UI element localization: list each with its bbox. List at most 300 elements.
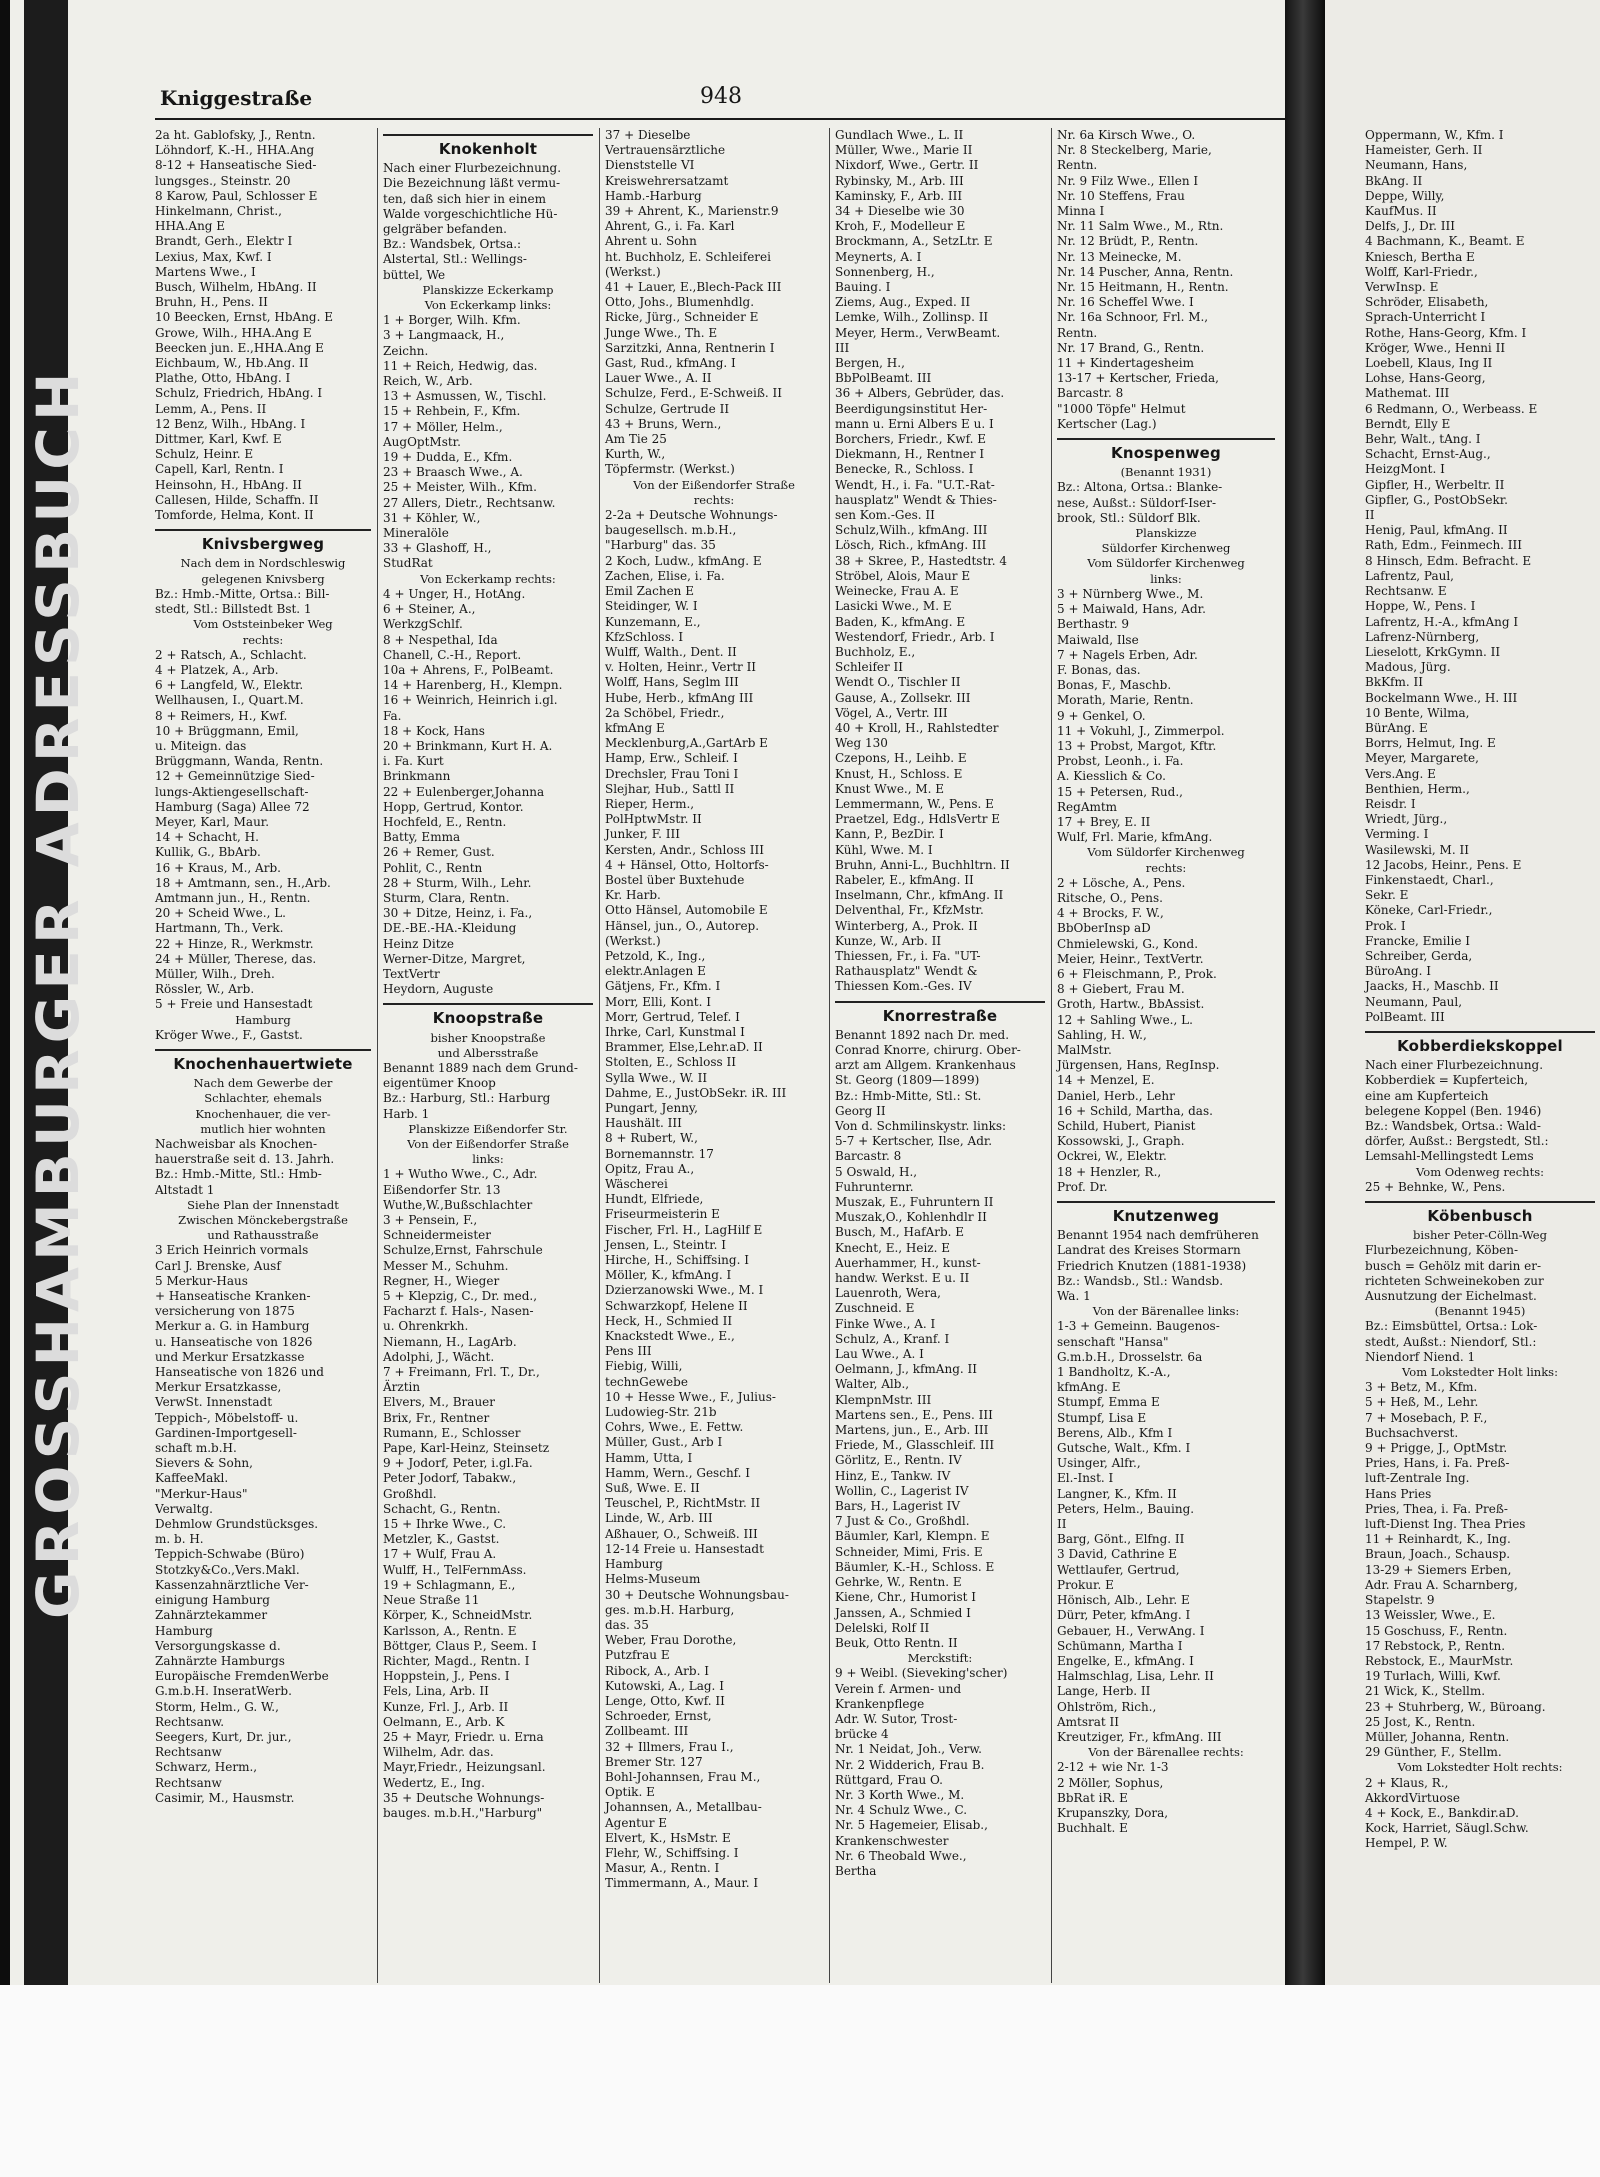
directory-entry: Görlitz, E., Rentn. IV (835, 1453, 962, 1468)
directory-entry: Muszak,O., Kohlenhdlr II (835, 1210, 987, 1225)
directory-entry: Schümann, Martha I (1057, 1638, 1183, 1653)
directory-entry: Wa. 1 (1057, 1289, 1091, 1304)
directory-entry: Brüggmann, Wanda, Rentn. (155, 754, 324, 769)
directory-entry: PolHptwMstr. II (605, 812, 702, 827)
directory-entry: Lau Wwe., A. I (835, 1347, 924, 1362)
directory-entry: Ausnutzung der Eichelmast. (1365, 1289, 1537, 1304)
directory-entry: Baden, K., kfmAng. E (835, 614, 966, 629)
street-note: Von der Eißendorfer Straße (407, 1137, 569, 1151)
directory-entry: Daniel, Herb., Lehr (1057, 1088, 1175, 1103)
directory-entry: Schild, Hubert, Pianist (1057, 1119, 1196, 1133)
directory-entry: 18 + Kock, Hans (383, 723, 485, 738)
directory-entry: Lohse, Hans-Georg, (1365, 371, 1486, 386)
directory-entry: Kock, Harriet, Säugl.Schw. (1365, 1821, 1529, 1836)
directory-entry: Thiessen, Fr., i. Fa. "UT- (835, 948, 981, 963)
directory-entry: ges. m.b.H. Harburg, (605, 1602, 735, 1617)
directory-entry: Rumann, E., Schlosser (383, 1425, 521, 1440)
directory-entry: Wulf, Frl. Marie, kfmAng. (1057, 830, 1213, 845)
directory-entry: Deppe, Willy, (1365, 188, 1445, 203)
directory-entry: Kniesch, Bertha E (1365, 249, 1475, 264)
directory-entry: 11 + Reinhardt, K., Ing. (1365, 1532, 1511, 1547)
directory-entry: Diekmann, H., Rentner I (835, 447, 985, 462)
street-note: Von der Bärenallee rechts: (1088, 1745, 1244, 1760)
directory-entry: Schulz, Friedrich, HbAng. I (155, 386, 323, 401)
directory-entry: Kann, P., BezDir. I (835, 827, 944, 842)
directory-entry: Kertscher (Lag.) (1057, 416, 1157, 431)
directory-entry: BkKfm. II (1365, 675, 1423, 690)
street-note: bisher Knoopstraße (430, 1030, 546, 1045)
directory-entry: 2 Möller, Sophus, (1057, 1775, 1164, 1790)
directory-entry: 37 + Dieselbe (605, 128, 691, 142)
directory-entry: stedt, Stl.: Billstedt Bst. 1 (155, 602, 312, 617)
directory-entry: Schulz, Heinr. E (155, 447, 254, 462)
directory-entry: Stotzky&Co.,Vers.Makl. (155, 1562, 300, 1577)
directory-entry: Hans Pries (1365, 1486, 1432, 1501)
directory-entry: m. b. H. (155, 1532, 204, 1547)
directory-entry: Agentur E (605, 1815, 668, 1830)
directory-entry: 13 + Asmussen, W., Tischl. (383, 389, 547, 404)
directory-entry: Müller, Johanna, Rentn. (1365, 1729, 1510, 1744)
street-note: rechts: (693, 492, 735, 507)
directory-entry: Rüttgard, Frau O. (835, 1772, 943, 1787)
street-note: Süldorfer Kirchenweg (1101, 541, 1231, 556)
directory-entry: Thiessen Kom.-Ges. IV (835, 979, 972, 994)
directory-entry: Walter, Alb., (835, 1377, 910, 1392)
directory-entry: Heck, H., Schmied II (605, 1313, 733, 1328)
directory-entry: Krankenpflege (835, 1696, 925, 1711)
directory-entry: Jaacks, H., Maschb. II (1365, 979, 1499, 994)
street-note: Planskizze (1135, 526, 1197, 541)
directory-entry: Minna I (1057, 204, 1105, 219)
directory-entry: KaufMus. II (1365, 204, 1437, 219)
directory-entry: Rentn. (1057, 158, 1098, 173)
directory-entry: Meyer, Karl, Maur. (155, 814, 270, 829)
directory-entry: 11 + Reich, Hedwig, das. (383, 358, 538, 373)
directory-entry: Fuhrunternr. (835, 1179, 914, 1194)
directory-entry: Nr. 4 Schulz Wwe., C. (835, 1803, 968, 1818)
directory-entry: Kassenzahnärztliche Ver- (155, 1577, 309, 1592)
directory-entry: Die Bezeichnung läßt vermu- (383, 176, 561, 191)
directory-column-1 (155, 128, 371, 1983)
directory-entry: Stapelstr. 9 (1365, 1593, 1435, 1608)
directory-entry: 8 + Reimers, H., Kwf. (155, 708, 288, 723)
directory-entry: Kröger Wwe., F., Gastst. (155, 1027, 303, 1042)
right-page (1325, 0, 1600, 1985)
directory-entry: 4 + Platzek, A., Arb. (155, 662, 279, 677)
directory-entry: belegene Koppel (Ben. 1946) (1365, 1103, 1542, 1118)
directory-entry: Fels, Lina, Arb. II (383, 1684, 489, 1699)
directory-entry: Junge Wwe., Th. E (605, 325, 718, 340)
directory-entry: 27 Allers, Dietr., Rechtsanw. (383, 495, 556, 510)
directory-entry: BbPolBeamt. III (835, 371, 932, 386)
directory-entry: Sturm, Clara, Rentn. (383, 890, 510, 905)
directory-entry: Benannt 1892 nach Dr. med. (835, 1027, 1010, 1042)
directory-entry: Zuschneid. E (835, 1301, 915, 1316)
directory-entry: Lieselott, KrkGymn. II (1365, 644, 1501, 659)
directory-entry: 14 + Schacht, H. (155, 830, 259, 845)
directory-entry: 3 + Langmaack, H., (383, 328, 505, 343)
directory-entry: 2a Schöbel, Friedr., (605, 705, 725, 720)
directory-entry: Berndt, Elly E (1365, 416, 1451, 431)
directory-entry: Niemann, H., LagArb. (383, 1334, 517, 1349)
directory-entry: KaffeeMakl. (155, 1471, 229, 1486)
directory-entry: Nr. 9 Filz Wwe., Ellen I (1057, 173, 1199, 188)
directory-entry: 14 + Harenberg, H., Klempn. (383, 678, 563, 693)
street-heading: Knivsbergweg (155, 529, 371, 552)
directory-entry: 18 + Henzler, R., (1057, 1164, 1162, 1179)
directory-entry: Schröder, Elisabeth, (1365, 295, 1489, 310)
directory-entry: Merkur a. G. in Hamburg (155, 1319, 310, 1334)
directory-entry: Kiene, Chr., Humorist I (835, 1590, 977, 1605)
directory-entry: 6 + Fleischmann, P., Prok. (1057, 966, 1217, 981)
directory-entry: Adr. Frau A. Scharnberg, (1365, 1577, 1518, 1592)
directory-entry: ten, daß sich hier in einem (383, 191, 546, 206)
directory-entry: 12 Jacobs, Heinr., Pens. E (1365, 857, 1522, 872)
directory-entry: Stolten, E., Schloss II (605, 1055, 736, 1070)
directory-entry: 33 + Glashoff, H., (383, 541, 492, 556)
directory-entry: 35 + Deutsche Wohnungs- (383, 1790, 545, 1805)
directory-entry: Morath, Marie, Rentn. (1057, 693, 1194, 708)
directory-entry: Finkenstaedt, Charl., (1365, 872, 1494, 887)
directory-entry: 2 Koch, Ludw., kfmAng. E (605, 553, 762, 568)
directory-entry: Benthien, Herm., (1365, 781, 1470, 796)
directory-entry: Zollbeamt. III (605, 1724, 689, 1739)
street-heading: Knutzenweg (1057, 1201, 1275, 1224)
directory-entry: 8 + Rubert, W., (605, 1131, 698, 1146)
directory-entry: Metzler, K., Gastst. (383, 1532, 500, 1547)
street-note: Vom Lokstedter Holt links: (1402, 1365, 1558, 1380)
directory-entry: Köneke, Carl-Friedr., (1365, 903, 1493, 918)
directory-entry: "Harburg" das. 35 (605, 538, 716, 553)
directory-entry: Regner, H., Wieger (383, 1273, 500, 1288)
directory-entry: büttel, We (383, 267, 446, 282)
street-note: Nach dem Gewerbe der (193, 1076, 333, 1091)
directory-entry: Carl J. Brenske, Ausf (155, 1258, 281, 1273)
directory-entry: 5-7 + Kertscher, Ilse, Adr. (835, 1134, 993, 1149)
directory-entry: Bars, H., Lagerist IV (835, 1499, 961, 1514)
directory-entry: Kroh, F., Modelleur E (835, 219, 966, 234)
directory-entry: Zahnärzte Hamburgs (155, 1653, 285, 1668)
directory-entry: Busch, M., HafArb. E (835, 1225, 965, 1240)
page-number: 948 (700, 84, 742, 109)
directory-entry: Oelmann, E., Arb. K (383, 1714, 505, 1729)
directory-entry: Schneidermeister (383, 1228, 491, 1243)
directory-entry: Johannsen, A., Metallbau- (605, 1800, 762, 1815)
directory-entry: Lenge, Otto, Kwf. II (605, 1693, 725, 1708)
directory-entry: Alstertal, Stl.: Wellings- (383, 252, 527, 267)
directory-entry: Barcastr. 8 (1057, 386, 1124, 401)
directory-entry: KlempnMstr. III (835, 1392, 932, 1407)
directory-entry: lungsges., Steinstr. 20 (155, 173, 291, 188)
directory-entry: Bornemannstr. 17 (605, 1146, 714, 1161)
directory-entry: mann u. Erni Albers E u. I (835, 416, 994, 431)
directory-entry: Rechtsanw (155, 1775, 222, 1790)
directory-entry: 31 + Köhler, W., (383, 510, 481, 525)
directory-entry: BüroAng. I (1365, 964, 1431, 979)
directory-entry: Halmschlag, Lisa, Lehr. II (1057, 1669, 1214, 1684)
directory-entry: sen Kom.-Ges. II (835, 508, 935, 523)
directory-entry: Casimir, M., Hausmstr. (155, 1790, 295, 1805)
street-note: (Benannt 1931) (1120, 465, 1212, 480)
directory-entry: Junker, F. III (605, 827, 680, 842)
street-note: Vom Lokstedter Holt rechts: (1397, 1760, 1563, 1775)
directory-entry: 8 Karow, Paul, Schlosser E (155, 188, 318, 203)
directory-entry: II (1057, 1517, 1067, 1532)
directory-entry: Kutowski, A., Lag. I (605, 1678, 724, 1693)
directory-entry: Lemm, A., Pens. II (155, 401, 267, 416)
directory-entry: Messer M., Schuhm. (383, 1258, 509, 1273)
directory-entry: Pape, Karl-Heinz, Steinsetz (383, 1441, 550, 1456)
directory-entry: 1 + Borger, Wilh. Kfm. (383, 313, 521, 328)
directory-entry: 4 + Kock, E., Bankdir.aD. (1365, 1805, 1519, 1820)
directory-entry: Wollin, C., Lagerist IV (835, 1483, 969, 1498)
directory-entry: brook, Stl.: Süldorf Blk. (1057, 510, 1201, 525)
directory-entry: Rössler, W., Arb. (155, 982, 255, 997)
street-note: bisher Peter-Cölln-Weg (1413, 1228, 1547, 1243)
directory-entry: Eichbaum, W., Hb.Ang. II (155, 356, 309, 371)
directory-entry: Rechtsanw. (155, 1714, 225, 1729)
directory-entry: Rabeler, E., kfmAng. II (835, 872, 974, 887)
directory-entry: TextVertr (383, 966, 440, 981)
directory-entry: Schulz,Wilh., kfmAng. III (835, 523, 988, 538)
directory-entry: bauges. m.b.H.,"Harburg" (383, 1805, 543, 1820)
directory-entry: Heydorn, Auguste (383, 982, 494, 997)
directory-entry: i. Fa. Kurt (383, 754, 444, 769)
directory-entry: Facharzt f. Hals-, Nasen- (383, 1304, 534, 1319)
street-note: links: (1150, 571, 1182, 586)
directory-entry: Czepons, H., Leihb. E (835, 751, 967, 766)
directory-entry: Linde, W., Arb. III (605, 1511, 713, 1526)
directory-entry: 20 + Brinkmann, Kurt H. A. (383, 738, 553, 753)
directory-entry: nese, Außst.: Süldorf-Iser- (1057, 495, 1217, 510)
directory-entry: hauerstraße seit d. 13. Jahrh. (155, 1152, 335, 1167)
directory-entry: Engelke, E., kfmAng. I (1057, 1653, 1194, 1668)
directory-entry: Kobberdiek = Kupferteich, (1365, 1073, 1529, 1088)
directory-entry: 25 + Meister, Wilh., Kfm. (383, 480, 537, 495)
directory-entry: Gundlach Wwe., L. II (835, 128, 964, 142)
directory-entry: Sievers & Sohn, (155, 1456, 253, 1471)
directory-entry: 17 + Brey, E. II (1057, 814, 1151, 829)
directory-entry: luft-Dienst Ing. Thea Pries (1365, 1517, 1526, 1532)
directory-entry: Nr. 12 Brüdt, P., Rentn. (1057, 234, 1199, 249)
directory-entry: Ricke, Jürg., Schneider E (605, 310, 759, 325)
directory-entry: 6 + Langfeld, W., Elektr. (155, 678, 304, 693)
directory-entry: Hamb.-Harburg (605, 188, 702, 203)
directory-entry: Kurth, W., (605, 447, 666, 462)
directory-entry: Bz.: Hmb-Mitte, Stl.: St. (835, 1088, 982, 1103)
directory-entry: Wolff, Karl-Friedr., (1365, 264, 1478, 279)
directory-column-3 (605, 128, 823, 1983)
directory-entry: 6 Redmann, O., Werbeass. E (1365, 401, 1538, 416)
directory-entry: 9 + Genkel, O. (1057, 708, 1146, 723)
directory-entry: Chmielewski, G., Kond. (1057, 936, 1199, 951)
street-note: links: (472, 1152, 504, 1167)
directory-entry: Wuthe,W.,Bußschlachter (383, 1197, 533, 1212)
directory-entry: 12 + Gemeinnützige Sied- (155, 769, 315, 784)
street-note: Vom Odenweg rechts: (1416, 1164, 1544, 1179)
directory-entry: 36 + Albers, Gebrüder, das. (835, 386, 1005, 401)
directory-entry: Jürgensen, Hans, RegInsp. (1057, 1058, 1220, 1073)
directory-entry: Töpfermstr. (Werkst.) (605, 462, 735, 477)
directory-entry: Hirche, H., Schiffsing. I (605, 1253, 749, 1268)
directory-entry: Delventhal, Fr., KfzMstr. (835, 903, 984, 918)
directory-entry: KfzSchloss. I (605, 629, 684, 644)
directory-entry: Wedertz, E., Ing. (383, 1775, 485, 1790)
directory-entry: Brandt, Gerh., Elektr I (155, 234, 293, 249)
directory-entry: Hempel, P. W. (1365, 1836, 1448, 1851)
directory-entry: Landrat des Kreises Stormarn (1057, 1243, 1241, 1258)
directory-entry: Lauer Wwe., A. II (605, 371, 712, 386)
directory-entry: Niendorf Niend. 1 (1365, 1349, 1476, 1364)
directory-entry: Sekr. E (1365, 888, 1409, 903)
directory-entry: Hamburg (605, 1557, 663, 1572)
street-note: Merckstift: (907, 1651, 973, 1666)
directory-entry: 32 + Illmers, Frau I., (605, 1739, 734, 1754)
directory-entry: Knackstedt Wwe., E., (605, 1329, 735, 1344)
directory-entry: Nr. 11 Salm Wwe., M., Rtn. (1057, 219, 1224, 234)
directory-entry: 1 + Wutho Wwe., C., Adr. (383, 1167, 538, 1182)
directory-entry: Nr. 1 Neidat, Joh., Verw. (835, 1742, 982, 1757)
directory-entry: arzt am Allgem. Krankenhaus (835, 1058, 1016, 1073)
directory-entry: Müller, Wwe., Marie II (835, 143, 973, 158)
directory-entry: 11 + Kindertagesheim (1057, 356, 1194, 371)
directory-entry: Seegers, Kurt, Dr. jur., (155, 1729, 292, 1744)
directory-entry: Brinkmann (383, 769, 451, 784)
street-note: Von der Bärenallee links: (1092, 1304, 1240, 1319)
directory-entry: Eißendorfer Str. 13 (383, 1182, 501, 1197)
directory-entry: PolBeamt. III (1365, 1009, 1445, 1024)
directory-entry: Friedrich Knutzen (1881-1938) (1057, 1258, 1247, 1273)
directory-entry: Karlsson, A., Rentn. E (383, 1623, 517, 1638)
directory-entry: Bruhn, Anni-L., Buchhltrn. II (835, 857, 1010, 872)
directory-entry: Hamburg (155, 1623, 213, 1638)
directory-entry: Timmermann, A., Maur. I (605, 1876, 759, 1891)
directory-entry: Reich, W., Arb. (383, 374, 473, 389)
directory-entry: Auerhammer, H., kunst- (835, 1255, 981, 1270)
directory-entry: Hartmann, Th., Verk. (155, 921, 284, 936)
directory-entry: 28 + Sturm, Wilh., Lehr. (383, 875, 532, 890)
directory-entry: Wäscherei (605, 1177, 668, 1192)
directory-entry: Benannt 1954 nach demfrüheren (1057, 1228, 1259, 1243)
directory-entry: Zahnärztekammer (155, 1608, 268, 1623)
directory-entry: Friede, M., Glasschleif. III (835, 1438, 995, 1453)
directory-entry: Wettlaufer, Gertrud, (1057, 1562, 1180, 1577)
directory-entry: Lafrentz, Paul, (1365, 568, 1454, 583)
directory-column-4 (835, 128, 1045, 1983)
directory-entry: Schulz, A., Kranf. I (835, 1331, 950, 1346)
directory-entry: Prok. I (1365, 918, 1406, 933)
directory-entry: Versorgungskasse d. (155, 1638, 281, 1653)
directory-entry: 14 + Menzel, E. (1057, 1073, 1155, 1088)
directory-entry: Bostel über Buxtehude (605, 872, 745, 887)
directory-entry: Delelski, Rolf II (835, 1620, 930, 1635)
directory-entry: Lemsahl-Mellingstedt Lems (1365, 1149, 1534, 1164)
directory-entry: Gause, A., Zollsekr. III (835, 690, 971, 705)
directory-entry: Benannt 1889 nach dem Grund- (383, 1060, 578, 1075)
directory-entry: Teuschel, P., RichtMstr. II (605, 1496, 761, 1511)
directory-entry: Buchhalt. E (1057, 1821, 1128, 1836)
street-note: Nach dem in Nordschleswig (180, 556, 346, 571)
directory-entry: G.m.b.H., Drosselstr. 6a (1057, 1349, 1203, 1364)
directory-entry: 15 + Petersen, Rud., (1057, 784, 1183, 799)
directory-entry: Bz.: Altona, Ortsa.: Blanke- (1057, 480, 1223, 495)
directory-entry: Dittmer, Karl, Kwf. E (155, 432, 282, 447)
directory-entry: Peters, Helm., Bauing. (1057, 1501, 1195, 1516)
directory-entry: Von d. Schmilinskystr. links: (835, 1119, 1007, 1133)
directory-entry: Schulze,Ernst, Fahrschule (383, 1243, 543, 1258)
directory-entry: 5 + Heß, M., Lehr. (1365, 1395, 1479, 1410)
directory-entry: Löhndorf, K.-H., HHA.Ang (155, 143, 315, 158)
directory-entry: 3 + Pensein, F., (383, 1213, 478, 1228)
directory-entry: 23 + Stuhrberg, W., Büroang. (1365, 1699, 1546, 1714)
directory-entry: Zachen, Elise, i. Fa. (605, 568, 725, 583)
directory-entry: Nixdorf, Wwe., Gertr. II (835, 158, 979, 173)
directory-entry: Bz.: Hmb.-Mitte, Stl.: Hmb- (155, 1167, 322, 1182)
header-rule (155, 118, 1285, 120)
street-note: Von Eckerkamp links: (424, 298, 552, 313)
directory-entry: Kreiswehrersatzamt (605, 173, 729, 188)
directory-entry: Behr, Walt., tAng. I (1365, 432, 1481, 447)
directory-entry: 6 + Steiner, A., (383, 602, 476, 617)
directory-entry: Lafrenz-Nürnberg, (1365, 629, 1480, 644)
directory-entry: F. Bonas, das. (1057, 662, 1141, 677)
directory-entry: das. 35 (605, 1617, 649, 1632)
directory-entry: 16 + Kraus, M., Arb. (155, 860, 281, 875)
directory-entry: 5 + Klepzig, C., Dr. med., (383, 1289, 538, 1304)
directory-entry: 3 + Nürnberg Wwe., M. (1057, 586, 1204, 601)
directory-entry: 4 + Hänsel, Otto, Holtorfs- (605, 857, 769, 872)
directory-entry: Cohrs, Wwe., E. Fettw. (605, 1420, 744, 1435)
directory-entry: 16 + Weinrich, Heinrich i.gl. (383, 693, 558, 708)
directory-entry: technGewebe (605, 1374, 688, 1389)
directory-entry: Barcastr. 8 (835, 1149, 902, 1164)
directory-entry: Knust, H., Schloss. E (835, 766, 963, 781)
directory-entry: Callesen, Hilde, Schaffn. II (155, 492, 319, 507)
directory-entry: Stumpf, Emma E (1057, 1395, 1160, 1410)
directory-entry: kfmAng. E (1057, 1380, 1121, 1395)
directory-entry: Nr. 16a Schnoor, Frl. M., (1057, 310, 1209, 325)
directory-entry: Kr. Harb. (605, 888, 661, 903)
street-note: (Benannt 1945) (1434, 1304, 1526, 1319)
directory-entry: 23 + Braasch Wwe., A. (383, 465, 523, 480)
directory-entry: Langner, K., Kfm. II (1057, 1486, 1177, 1501)
street-note: rechts: (242, 632, 284, 647)
directory-entry: III (835, 340, 850, 355)
directory-entry: Otto Hänsel, Automobile E (605, 903, 768, 918)
directory-entry: Brix, Fr., Rentner (383, 1410, 490, 1425)
directory-entry: Elvers, M., Brauer (383, 1395, 496, 1410)
street-note: Siehe Plan der Innenstadt (187, 1197, 339, 1212)
directory-entry: Ahrent, G., i. Fa. Karl (605, 219, 735, 234)
directory-entry: Wriedt, Jürg., (1365, 812, 1448, 827)
directory-entry: Kunzemann, E., (605, 614, 701, 629)
directory-entry: Loebell, Klaus, Ing II (1365, 356, 1493, 371)
directory-entry: Georg II (835, 1103, 886, 1118)
directory-entry: gelgräber befanden. (383, 222, 507, 237)
directory-entry: 2-12 + wie Nr. 1-3 (1057, 1760, 1169, 1775)
directory-entry: MalMstr. (1057, 1042, 1112, 1057)
directory-entry: 8 + Nespethal, Ida (383, 632, 498, 647)
directory-entry: Neue Straße 11 (383, 1593, 480, 1608)
directory-entry: Sarzitzki, Anna, Rentnerin I (605, 340, 775, 355)
directory-entry: 1 Bandholtz, K.-A., (1057, 1365, 1171, 1380)
directory-entry: 10 Beecken, Ernst, HbAng. E (155, 310, 334, 325)
street-note: Vom Oststeinbeker Weg (193, 617, 333, 632)
directory-entry: Merkur Ersatzkasse, (155, 1380, 282, 1395)
directory-entry: Verein f. Armen- und (835, 1681, 962, 1696)
directory-entry: Bohl-Johannsen, Frau M., (605, 1769, 761, 1784)
directory-entry: Mayr,Friedr., Heizungsanl. (383, 1760, 546, 1775)
